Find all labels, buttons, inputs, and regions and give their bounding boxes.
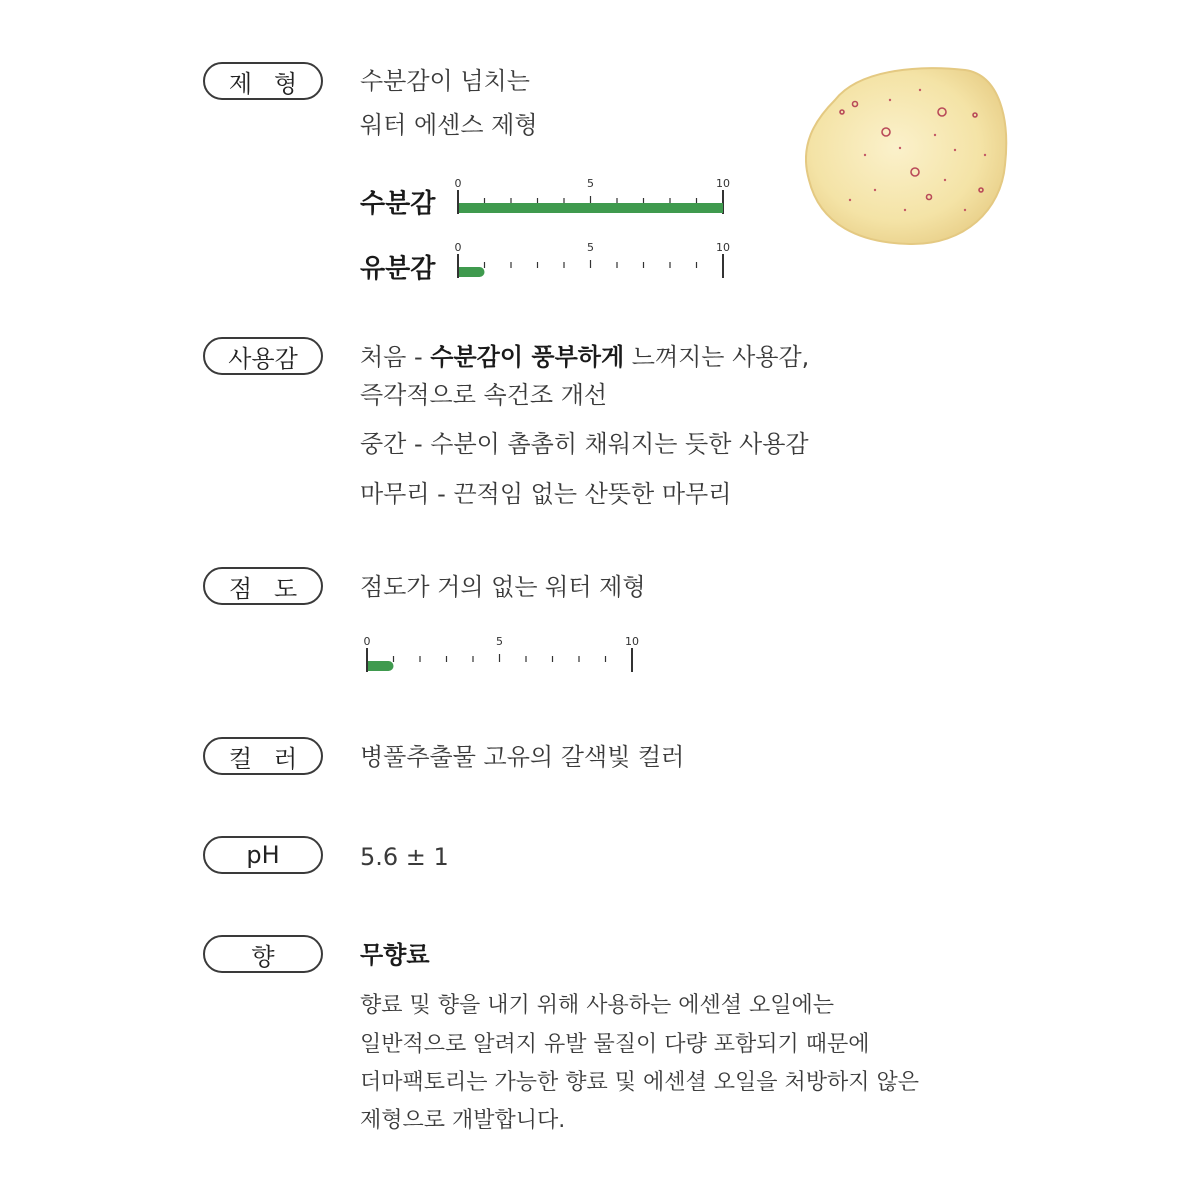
- usage-first: 처음 - 수분감이 풍부하게 느껴지는 사용감,: [360, 343, 810, 371]
- scent-line-2: 일반적으로 알려지 유발 물질이 다량 포함되기 때문에: [360, 1032, 870, 1057]
- color-text: 병풀추출물 고유의 갈색빛 컬러: [360, 743, 685, 771]
- moisture-scale: [456, 176, 728, 228]
- scent-line-3: 더마팩토리는 가능한 향료 및 에센셜 오일을 처방하지 않은: [360, 1070, 920, 1095]
- oil-value-bar: [458, 267, 485, 277]
- oil-tick-label-0: 0: [454, 241, 462, 254]
- moisture-tick-label-10: 10: [716, 177, 730, 190]
- usage-first-line2: 즉각적으로 속건조 개선: [360, 381, 608, 409]
- scale-label-oil: 유분감: [360, 254, 436, 284]
- ph-text: 5.6 ± 1: [360, 843, 449, 871]
- label-scent: 향: [203, 935, 323, 973]
- label-viscosity: 점도: [203, 567, 323, 605]
- usage-middle: 중간 - 수분이 촘촘히 채워지는 듯한 사용감: [360, 430, 809, 458]
- scent-line-1: 향료 및 향을 내기 위해 사용하는 에센셜 오일에는: [360, 993, 834, 1018]
- label-usage: 사용감: [203, 337, 323, 375]
- viscosity-value-bar: [367, 661, 394, 671]
- scent-line-4: 제형으로 개발합니다.: [360, 1108, 566, 1133]
- viscosity-tick-label-5: 5: [496, 635, 503, 648]
- moisture-tick-label-0: 0: [454, 177, 462, 190]
- label-ph: pH: [203, 836, 323, 874]
- oil-tick-label-5: 5: [587, 241, 594, 254]
- label-color: 컬러: [203, 737, 323, 775]
- viscosity-tick-label-10: 10: [625, 635, 639, 648]
- viscosity-scale: [365, 634, 637, 686]
- label-formulation: 제형: [203, 62, 323, 100]
- viscosity-text: 점도가 거의 없는 워터 제형: [360, 573, 646, 601]
- texture-swatch-image: [805, 60, 1010, 248]
- moisture-tick-label-5: 5: [587, 177, 594, 190]
- moisture-value-bar: [458, 203, 723, 213]
- oil-scale: [456, 240, 728, 292]
- scale-label-moisture: 수분감: [360, 189, 436, 219]
- formulation-line-2: 워터 에센스 제형: [360, 111, 538, 139]
- usage-finish: 마무리 - 끈적임 없는 산뜻한 마무리: [360, 480, 732, 508]
- viscosity-tick-label-0: 0: [363, 635, 371, 648]
- formulation-line-1: 수분감이 넘치는: [360, 67, 530, 95]
- scent-title: 무향료: [360, 941, 430, 969]
- oil-tick-label-10: 10: [716, 241, 730, 254]
